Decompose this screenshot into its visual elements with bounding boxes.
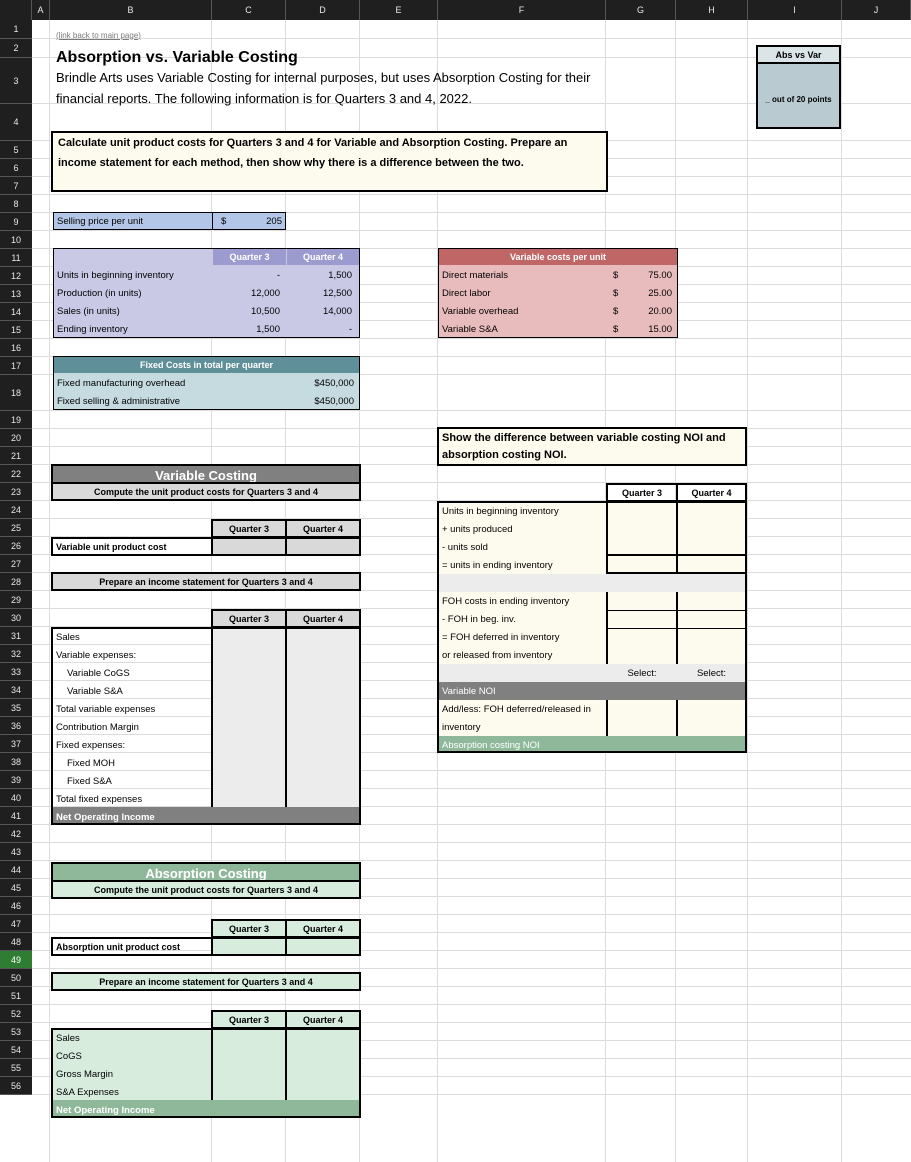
abs-unit-cost-label: Absorption unit product cost	[51, 937, 213, 956]
row-header-17[interactable]: 17	[0, 357, 32, 375]
var-income-title: Prepare an income statement for Quarters 3 and 4	[51, 572, 361, 591]
column-header-e[interactable]: E	[360, 0, 438, 20]
abs-unit-cost-q4[interactable]	[285, 937, 361, 956]
score-title: Abs vs Var	[758, 47, 839, 64]
row-header-26[interactable]: 26	[0, 537, 32, 555]
diff-select-q3[interactable]: Select:	[627, 667, 657, 679]
difference-row-label: Units in beginning inventory	[442, 505, 559, 517]
fixed-cost-label: Fixed selling & administrative	[57, 395, 181, 407]
gridline-row	[32, 968, 911, 969]
row-header-37[interactable]: 37	[0, 735, 32, 753]
fixed-costs-title: Fixed Costs in total per quarter	[54, 357, 359, 373]
row-header-15[interactable]: 15	[0, 321, 32, 339]
row-header-27[interactable]: 27	[0, 555, 32, 573]
gridline-row	[32, 194, 911, 195]
row-header-18[interactable]: 18	[0, 375, 32, 411]
row-header-11[interactable]: 11	[0, 249, 32, 267]
fixed-cost-value[interactable]: $450,000	[314, 377, 354, 389]
variable-cost-label: Variable S&A	[442, 323, 498, 335]
selling-price-label: Selling price per unit	[53, 212, 213, 230]
row-header-53[interactable]: 53	[0, 1023, 32, 1041]
row-header-51[interactable]: 51	[0, 987, 32, 1005]
var-unit-cost-q3[interactable]	[211, 537, 287, 556]
units-row-q4[interactable]: 1,500	[328, 269, 352, 281]
difference-row-label: - units sold	[442, 541, 488, 553]
variable-costs-title: Variable costs per unit	[439, 249, 677, 265]
var-income-q4-column[interactable]	[285, 627, 361, 825]
page-title: Absorption vs. Variable Costing	[56, 49, 298, 66]
units-row-label: Ending inventory	[57, 323, 128, 335]
var-income-row-label: Fixed MOH	[67, 757, 116, 769]
variable-cost-currency: $	[613, 305, 619, 317]
abs-income-title: Prepare an income statement for Quarters 3 and 4	[51, 972, 361, 991]
difference-cell-divider	[678, 628, 745, 629]
difference-cell-divider	[608, 554, 676, 556]
var-income-row-label: Variable expenses:	[56, 649, 137, 661]
row-header-40[interactable]: 40	[0, 789, 32, 807]
units-row-q3[interactable]: 12,000	[250, 287, 280, 299]
row-header-24[interactable]: 24	[0, 501, 32, 519]
absorption-costing-title: Absorption Costing	[51, 862, 361, 882]
row-header-9[interactable]: 9	[0, 213, 32, 231]
gridline-column	[747, 20, 748, 1162]
row-header-45[interactable]: 45	[0, 879, 32, 897]
var-income-row-label: Total fixed expenses	[56, 793, 143, 805]
fixed-cost-label: Fixed manufacturing overhead	[57, 377, 186, 389]
units-row-label: Production (in units)	[57, 287, 142, 299]
difference-row-label: Absorption costing NOI	[442, 739, 540, 751]
var-unit-cost-label: Variable unit product cost	[51, 537, 213, 556]
column-header-c[interactable]: C	[212, 0, 286, 20]
diff-q4-header: Quarter 4	[676, 483, 747, 502]
row-header-39[interactable]: 39	[0, 771, 32, 789]
row-header-8[interactable]: 8	[0, 195, 32, 213]
row-header-42[interactable]: 42	[0, 825, 32, 843]
abs-income-q4-header: Quarter 4	[285, 1010, 361, 1029]
var-unit-q3-header: Quarter 3	[211, 519, 287, 538]
units-row-q4[interactable]: -	[348, 323, 352, 335]
difference-cell-divider	[678, 610, 745, 611]
variable-costing-subtitle: Compute the unit product costs for Quarters 3 and 4	[51, 482, 361, 501]
var-unit-q4-header: Quarter 4	[285, 519, 361, 538]
difference-row-label: = units in ending inventory	[442, 559, 553, 571]
row-header-6[interactable]: 6	[0, 159, 32, 177]
variable-cost-value[interactable]: 15.00	[648, 323, 672, 335]
row-header-47[interactable]: 47	[0, 915, 32, 933]
row-header-20[interactable]: 20	[0, 429, 32, 447]
difference-row-label: Variable NOI	[442, 685, 496, 697]
variable-cost-currency: $	[613, 287, 619, 299]
back-link[interactable]: (link back to main page)	[56, 30, 141, 40]
row-header-31[interactable]: 31	[0, 627, 32, 645]
abs-unit-q3-header: Quarter 3	[211, 919, 287, 938]
difference-row-band	[439, 574, 745, 592]
gridline-row	[32, 338, 911, 339]
diff-q3-header: Quarter 3	[606, 483, 678, 502]
units-row-q3[interactable]: -	[276, 269, 280, 281]
row-header-52[interactable]: 52	[0, 1005, 32, 1023]
abs-income-row-label: CoGS	[56, 1050, 82, 1062]
variable-cost-label: Variable overhead	[442, 305, 519, 317]
row-header-32[interactable]: 32	[0, 645, 32, 663]
diff-select-q4[interactable]: Select:	[696, 667, 727, 679]
difference-cell-divider	[678, 572, 745, 574]
units-header-q3: Quarter 3	[213, 249, 286, 265]
gridline-row	[32, 410, 911, 411]
row-header-1[interactable]: 1	[0, 20, 32, 39]
row-header-44[interactable]: 44	[0, 861, 32, 879]
variable-cost-currency: $	[613, 269, 619, 281]
row-header-4[interactable]: 4	[0, 104, 32, 141]
row-header-23[interactable]: 23	[0, 483, 32, 501]
var-income-row-label: Net Operating Income	[56, 811, 155, 823]
column-header-j[interactable]: J	[842, 0, 911, 20]
column-header-i[interactable]: I	[748, 0, 842, 20]
units-row-q3[interactable]: 1,500	[256, 323, 280, 335]
column-header-a[interactable]: A	[32, 0, 50, 20]
row-header-55[interactable]: 55	[0, 1059, 32, 1077]
gridline-column	[49, 20, 50, 1162]
abs-income-row-label: Sales	[56, 1032, 80, 1044]
row-header-14[interactable]: 14	[0, 303, 32, 321]
row-header-36[interactable]: 36	[0, 717, 32, 735]
row-header-12[interactable]: 12	[0, 267, 32, 285]
column-header-d[interactable]: D	[286, 0, 360, 20]
row-header-10[interactable]: 10	[0, 231, 32, 249]
abs-income-row-label: Net Operating Income	[56, 1104, 155, 1116]
units-row-q4[interactable]: 14,000	[322, 305, 352, 317]
variable-cost-value[interactable]: 20.00	[648, 305, 672, 317]
variable-costing-title: Variable Costing	[51, 464, 361, 484]
difference-row-label: inventory	[442, 721, 481, 733]
row-header-56[interactable]: 56	[0, 1077, 32, 1095]
row-header-13[interactable]: 13	[0, 285, 32, 303]
row-header-50[interactable]: 50	[0, 969, 32, 987]
difference-cell-divider	[608, 610, 676, 611]
row-header-22[interactable]: 22	[0, 465, 32, 483]
gridline-row	[32, 230, 911, 231]
var-income-row-label: Sales	[56, 631, 80, 643]
gridline-row	[32, 1022, 911, 1023]
column-header-h[interactable]: H	[676, 0, 748, 20]
difference-row-label: or released from inventory	[442, 649, 553, 661]
var-income-row-label: Fixed S&A	[67, 775, 112, 787]
row-header-25[interactable]: 25	[0, 519, 32, 537]
row-header-33[interactable]: 33	[0, 663, 32, 681]
difference-cell-divider	[678, 554, 745, 556]
row-header-2[interactable]: 2	[0, 39, 32, 58]
column-header-b[interactable]: B	[50, 0, 212, 20]
difference-cell-divider	[608, 628, 676, 629]
instructions-text: Calculate unit product costs for Quarters 3 and 4 for Variable and Absorption Costing. Prepare an income statement for each method, then show why there is a difference between the two.	[58, 137, 568, 169]
column-header-f[interactable]: F	[438, 0, 606, 20]
absorption-costing-subtitle: Compute the unit product costs for Quarters 3 and 4	[51, 880, 361, 899]
var-unit-cost-q4[interactable]	[285, 537, 361, 556]
row-header-34[interactable]: 34	[0, 681, 32, 699]
row-header-46[interactable]: 46	[0, 897, 32, 915]
abs-unit-q4-header: Quarter 4	[285, 919, 361, 938]
gridline-row	[32, 1004, 911, 1005]
row-header-3[interactable]: 3	[0, 58, 32, 104]
gridline-row	[32, 842, 911, 843]
var-income-row-label: Fixed expenses:	[56, 739, 126, 751]
difference-title: Show the difference between variable costing NOI and absorption costing NOI.	[437, 427, 747, 466]
units-row-q4[interactable]: 12,500	[322, 287, 352, 299]
abs-unit-cost-q3[interactable]	[211, 937, 287, 956]
row-header-54[interactable]: 54	[0, 1041, 32, 1059]
var-income-row-label: Variable S&A	[67, 685, 123, 697]
units-row-label: Units in beginning inventory	[57, 269, 174, 281]
difference-cell-divider	[608, 572, 676, 574]
intro-text: Brindle Arts uses Variable Costing for internal purposes, but uses Absorption Costing for their financial reports. The following information is for Quarters 3 and 4, 2022.	[56, 70, 591, 106]
abs-income-q3-header: Quarter 3	[211, 1010, 287, 1029]
abs-income-row-label: Gross Margin	[56, 1068, 114, 1080]
units-row-label: Sales (in units)	[57, 305, 120, 317]
diff-q3-column[interactable]	[606, 501, 678, 753]
row-header-43[interactable]: 43	[0, 843, 32, 861]
difference-row-label: - FOH in beg. inv.	[442, 613, 516, 625]
var-income-row-label: Variable CoGS	[67, 667, 130, 679]
difference-row-label: Add/less: FOH deferred/released in	[442, 703, 591, 715]
row-header-30[interactable]: 30	[0, 609, 32, 627]
row-header-19[interactable]: 19	[0, 411, 32, 429]
row-header-41[interactable]: 41	[0, 807, 32, 825]
units-row-q3[interactable]: 10,500	[250, 305, 280, 317]
selling-price-currency: $	[212, 212, 232, 230]
row-header-35[interactable]: 35	[0, 699, 32, 717]
gridline-row	[32, 914, 911, 915]
variable-cost-value[interactable]: 75.00	[648, 269, 672, 281]
row-header-28[interactable]: 28	[0, 573, 32, 591]
var-income-row-label: Total variable expenses	[56, 703, 156, 715]
var-income-row-label: Contribution Margin	[56, 721, 139, 733]
variable-cost-label: Direct materials	[442, 269, 508, 281]
row-header-7[interactable]: 7	[0, 177, 32, 195]
row-header-5[interactable]: 5	[0, 141, 32, 159]
fixed-cost-value[interactable]: $450,000	[314, 395, 354, 407]
row-header-49[interactable]: 49	[0, 951, 32, 969]
difference-row-label: FOH costs in ending inventory	[442, 595, 570, 607]
var-income-q3-header: Quarter 3	[211, 609, 287, 628]
difference-row-label: + units produced	[442, 523, 513, 535]
gridline-column	[841, 20, 842, 1162]
column-header-g[interactable]: G	[606, 0, 676, 20]
variable-cost-label: Direct labor	[442, 287, 491, 299]
var-income-q4-header: Quarter 4	[285, 609, 361, 628]
gridline-row	[32, 860, 911, 861]
var-income-q3-column[interactable]	[211, 627, 287, 825]
variable-cost-currency: $	[613, 323, 619, 335]
units-header-q4: Quarter 4	[287, 249, 359, 265]
score-points[interactable]: _ out of 20 points	[765, 94, 832, 104]
difference-row-label: = FOH deferred in inventory	[442, 631, 560, 643]
diff-q4-column[interactable]	[676, 501, 747, 753]
abs-income-row-label: S&A Expenses	[56, 1086, 119, 1098]
select-all-corner[interactable]	[0, 0, 32, 20]
gridline-row	[32, 932, 911, 933]
row-header-21[interactable]: 21	[0, 447, 32, 465]
row-header-29[interactable]: 29	[0, 591, 32, 609]
row-header-48[interactable]: 48	[0, 933, 32, 951]
selling-price-value[interactable]: 205	[231, 212, 286, 230]
row-header-38[interactable]: 38	[0, 753, 32, 771]
row-header-16[interactable]: 16	[0, 339, 32, 357]
variable-cost-value[interactable]: 25.00	[648, 287, 672, 299]
